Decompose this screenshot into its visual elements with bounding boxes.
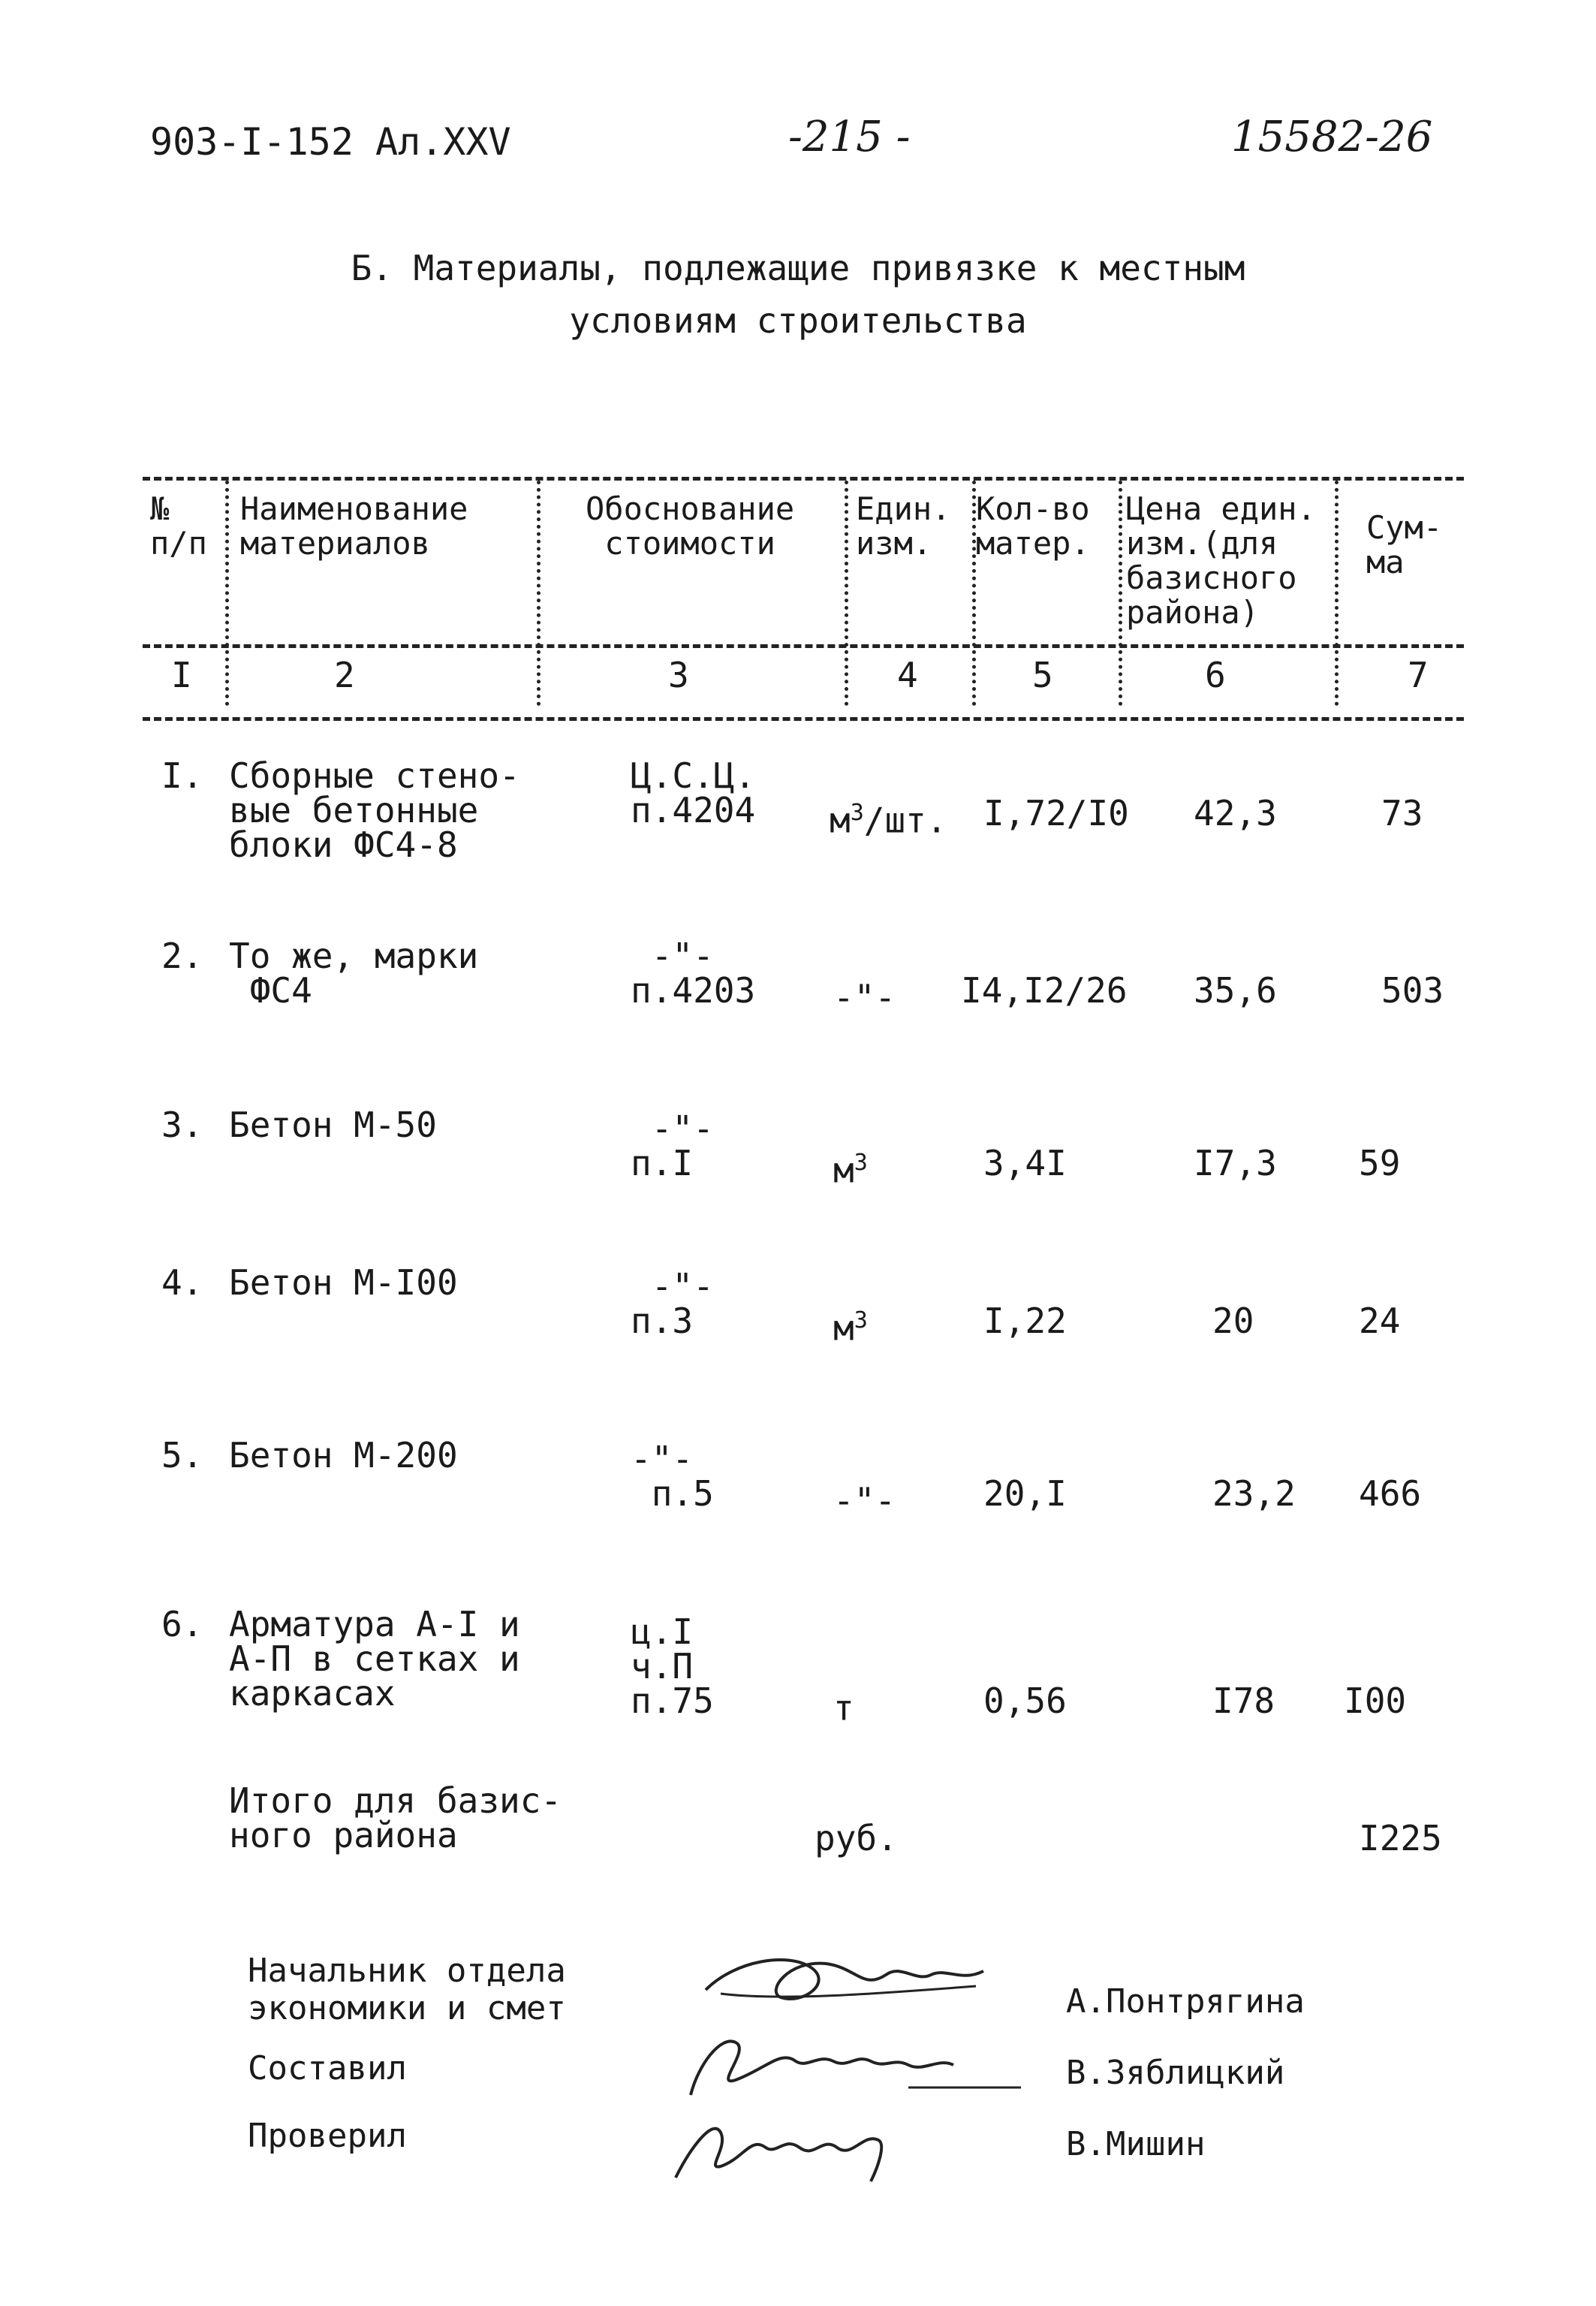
row-price: 42,3 <box>1194 793 1277 833</box>
table-colnum-rule <box>143 717 1464 721</box>
col-number: 2 <box>334 655 355 695</box>
column-separator <box>1119 481 1122 706</box>
row-num: 2. <box>161 936 203 976</box>
row-price: I78 <box>1212 1681 1275 1721</box>
row-qty: 0,56 <box>983 1681 1067 1721</box>
col-header-num: № п/п <box>150 490 207 562</box>
row-basis: -"- п.I <box>631 1108 714 1183</box>
row-unit <box>833 1476 896 1521</box>
row-price: 23,2 <box>1212 1473 1296 1514</box>
row-qty: 20,I <box>983 1473 1067 1514</box>
col-number: 6 <box>1205 655 1226 695</box>
row-qty: 3,4I <box>983 1143 1067 1183</box>
handwritten-signature <box>661 2095 901 2193</box>
doc-number: 15582-26 <box>1231 113 1433 161</box>
unit-text: -"- <box>833 977 896 1018</box>
row-basis: -"- п.3 <box>631 1266 714 1341</box>
table-top-rule <box>143 477 1464 481</box>
row-sum: 466 <box>1359 1473 1422 1514</box>
album-number: Ал.XXV <box>375 120 511 164</box>
row-sum: 24 <box>1359 1301 1401 1341</box>
unit-text: т <box>833 1687 854 1729</box>
column-separator <box>1335 481 1339 706</box>
signature-role: Составил <box>248 2049 407 2087</box>
signer-name: В.Зяблицкий <box>1066 2054 1285 2092</box>
col-number: 5 <box>1032 655 1053 695</box>
row-sum: 503 <box>1381 970 1444 1011</box>
document-code: 903-I-152 <box>150 120 354 164</box>
row-unit <box>833 1684 854 1729</box>
unit-text: м <box>833 1307 854 1349</box>
row-name: То же, марки ФС4 <box>229 936 479 1011</box>
row-sum: 59 <box>1359 1143 1401 1183</box>
row-num: 3. <box>161 1105 203 1145</box>
row-unit <box>833 1146 868 1191</box>
signer-name: В.Мишин <box>1066 2125 1206 2163</box>
row-basis: Ц.С.Ц. п.4204 <box>631 755 756 830</box>
column-separator <box>845 481 848 706</box>
col-header-unit: Един. изм. <box>856 490 951 562</box>
col-header-price: Цена един. изм.(для базисного района) <box>1126 490 1316 631</box>
signer-name: А.Понтрягина <box>1066 1982 1305 2021</box>
row-basis: -"- п.5 <box>631 1439 714 1514</box>
section-title-line1: Б. Материалы, подлежащие привязке к местным <box>351 248 1245 288</box>
col-header-name: Наименование материалов <box>240 490 468 562</box>
col-header-basis: Обоснование стоимости <box>586 490 795 562</box>
signature-role: Проверил <box>248 2117 407 2155</box>
unit-text: -"- <box>833 1480 896 1521</box>
page-number: -215 - <box>788 113 911 161</box>
col-header-sum: Сум- ма <box>1366 509 1443 580</box>
row-basis: -"- п.4203 <box>631 936 756 1011</box>
row-unit <box>833 973 896 1018</box>
row-basis: ц.I ч.П п.75 <box>631 1611 714 1721</box>
unit-superscript: 3 <box>850 800 864 826</box>
row-name: Бетон М-I00 <box>229 1262 458 1303</box>
total-unit: руб. <box>815 1818 898 1858</box>
table-header-rule <box>143 644 1464 648</box>
row-name: Бетон М-200 <box>229 1435 458 1476</box>
col-number: 4 <box>897 655 918 695</box>
row-price: 35,6 <box>1194 970 1277 1011</box>
row-num: 5. <box>161 1435 203 1476</box>
col-number: 3 <box>668 655 689 695</box>
row-qty: I,22 <box>983 1301 1067 1341</box>
handwritten-signature <box>691 1930 1006 2020</box>
row-sum: I00 <box>1344 1681 1407 1721</box>
unit-text: м <box>830 800 851 841</box>
row-unit <box>830 796 947 841</box>
row-name: Сборные стено- вые бетонные блоки ФС4-8 <box>229 755 520 865</box>
col-header-qty: Кол-во матер. <box>976 490 1090 562</box>
total-label: Итого для базис- ного района <box>229 1780 562 1855</box>
signature-role: Начальник отдела экономики и смет <box>248 1952 566 2027</box>
col-number: I <box>171 655 192 695</box>
unit-superscript: 3 <box>854 1150 868 1176</box>
column-separator <box>225 481 229 706</box>
row-unit <box>833 1304 868 1349</box>
row-name: Бетон М-50 <box>229 1105 437 1145</box>
column-separator <box>537 481 541 706</box>
unit-superscript: 3 <box>854 1307 868 1334</box>
col-number: 7 <box>1408 655 1429 695</box>
row-qty: I4,I2/26 <box>961 970 1128 1011</box>
row-sum: 73 <box>1381 793 1423 833</box>
total-sum: I225 <box>1359 1818 1442 1858</box>
unit-suffix: /шт. <box>863 800 947 841</box>
row-name: Арматура А-I и А-П в сетках и каркасах <box>229 1604 520 1714</box>
row-price: I7,3 <box>1194 1143 1277 1183</box>
row-num: 6. <box>161 1604 203 1644</box>
section-title-line2: условиям строительства <box>569 300 1027 341</box>
row-num: 4. <box>161 1262 203 1303</box>
row-price: 20 <box>1212 1301 1254 1341</box>
row-qty: I,72/I0 <box>983 793 1129 833</box>
unit-text: м <box>833 1150 854 1191</box>
row-num: I. <box>161 755 203 796</box>
